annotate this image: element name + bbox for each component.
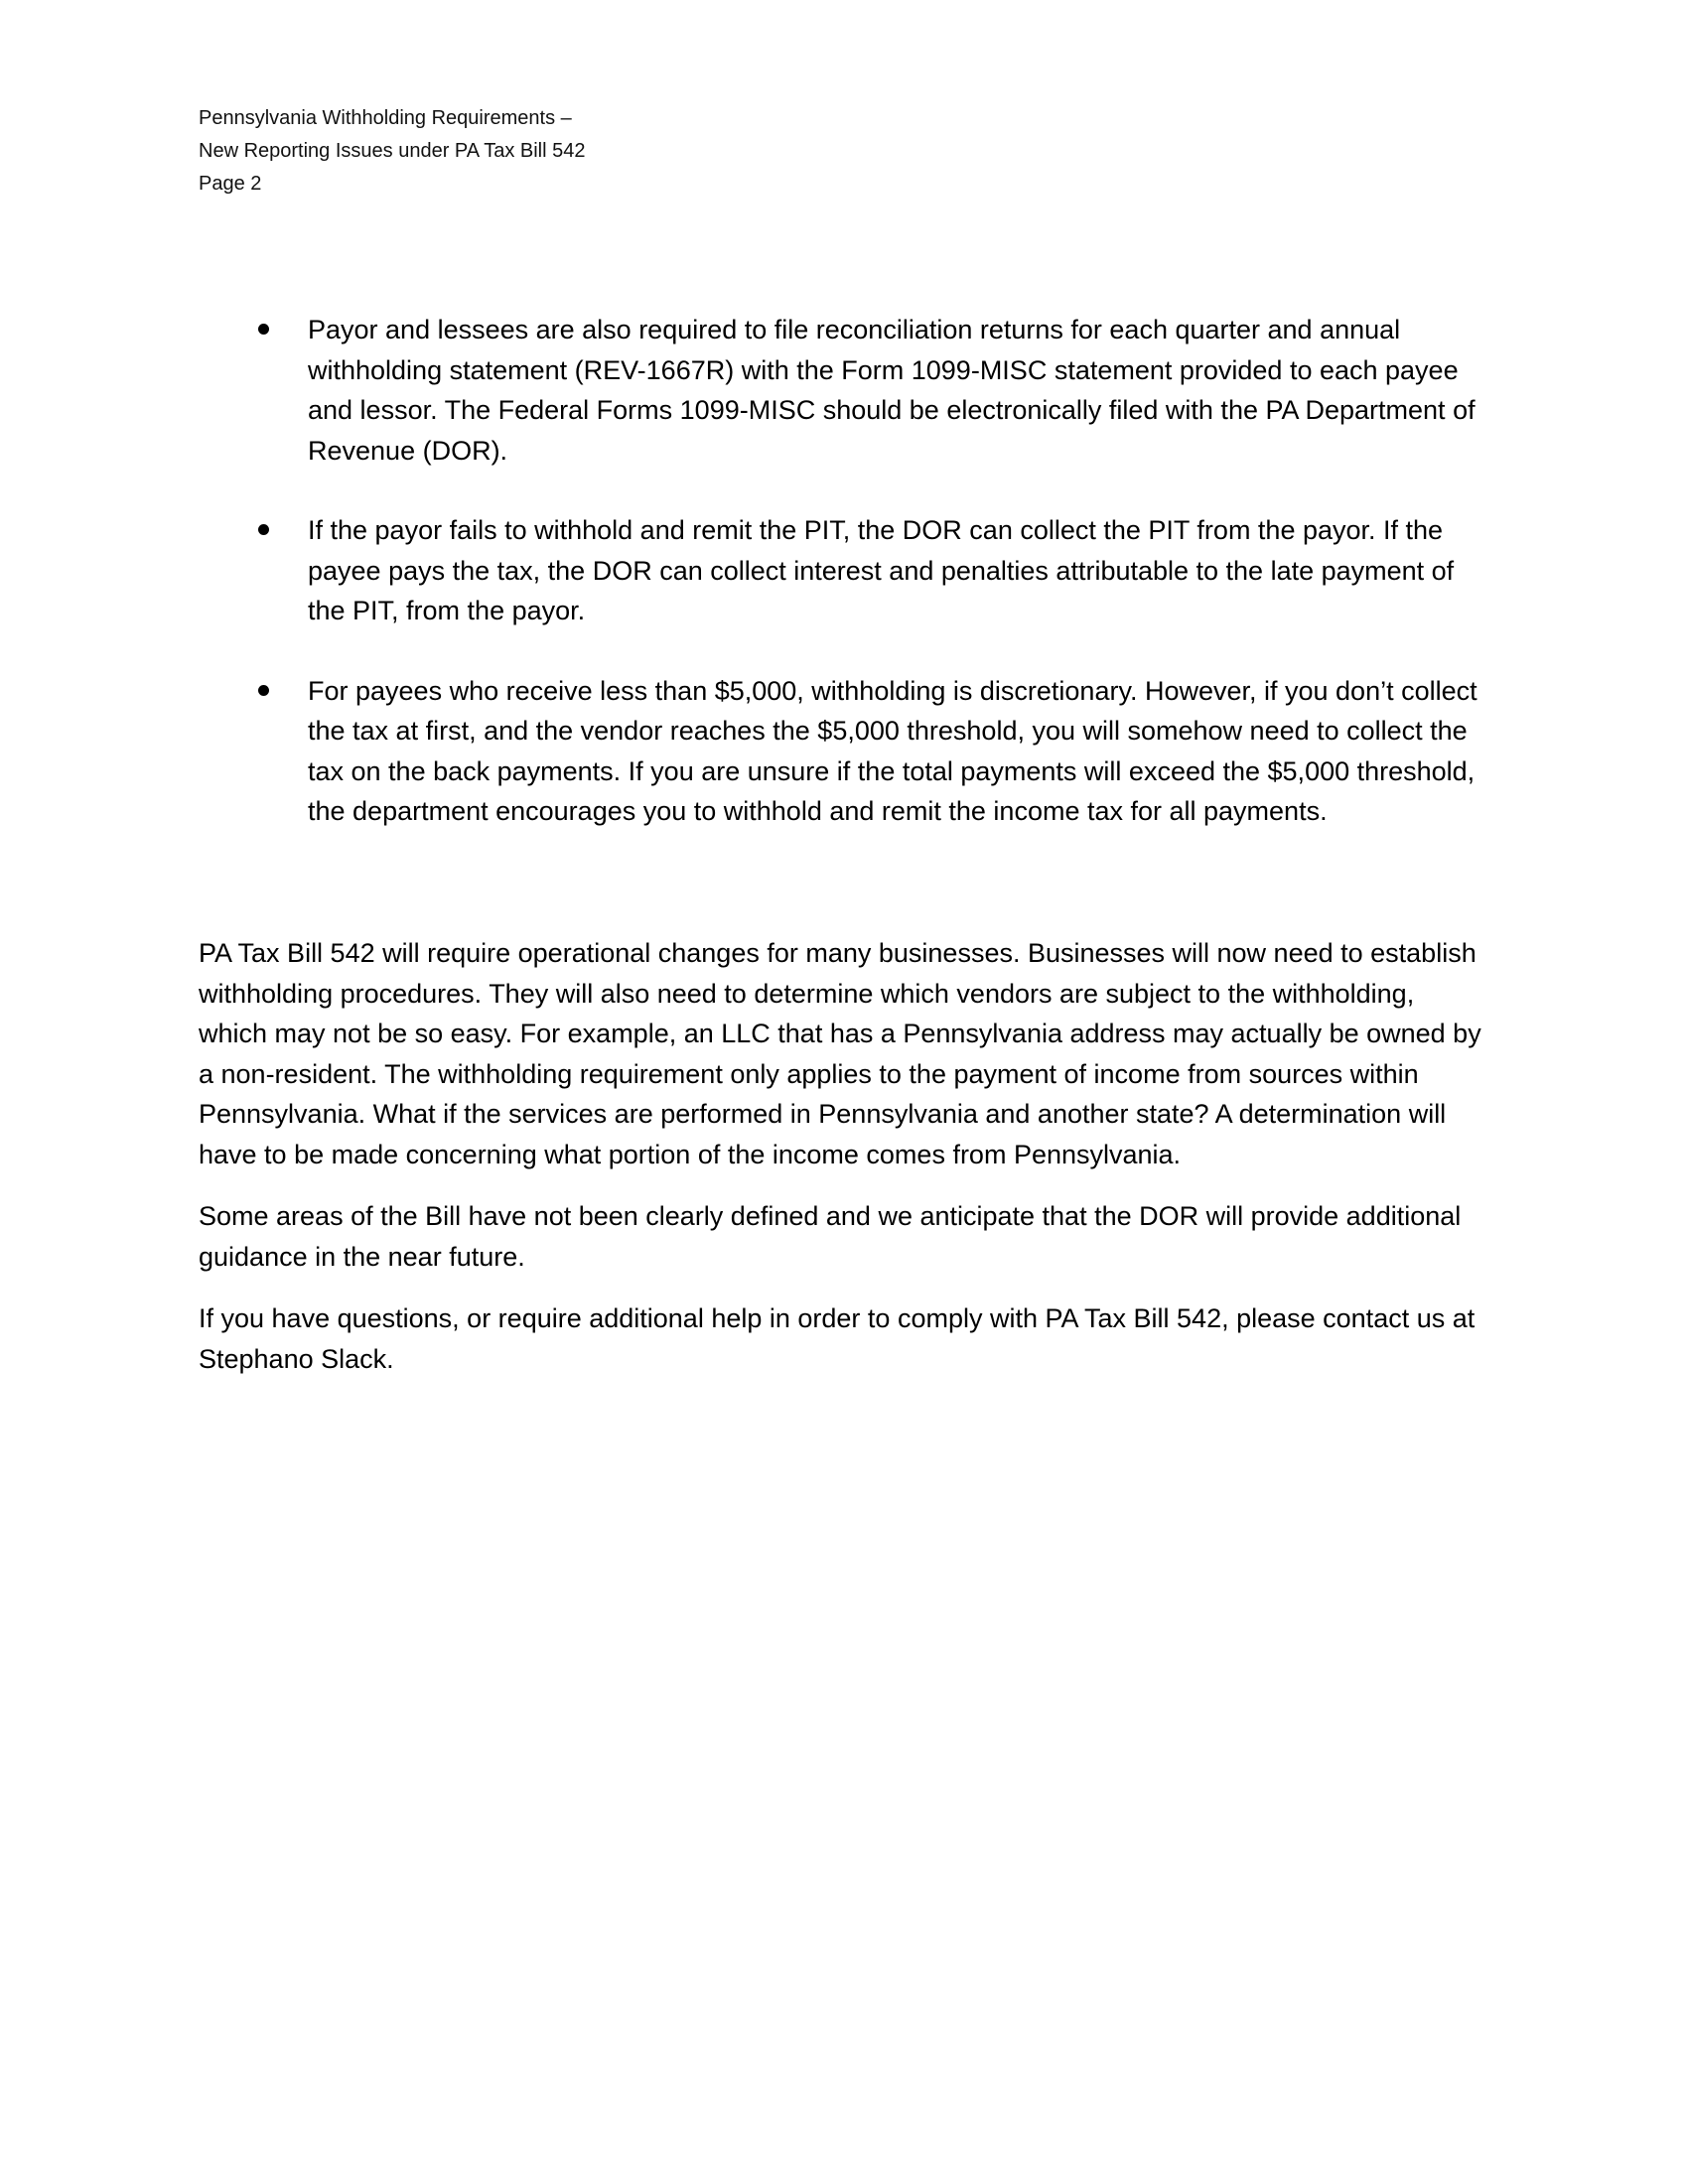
bullet-icon	[258, 324, 269, 335]
paragraph-operational-changes: PA Tax Bill 542 will require operational changes for many businesses. Businesses will now need to establish withholding procedures. They will also need to determine which vendors are subject to the withholding, which may not be so easy. For example, an LLC that has a Pennsylvania address may actually be owned by a non-resident. The withholding requirement only applies to the payment of income from sources within Pennsylvania. What if the services are performed in Pennsylvania and another state? A determination will have to be made concerning what portion of the income comes from Pennsylvania.	[199, 938, 1481, 1169]
header-page-number: Page 2	[199, 173, 262, 195]
bullet-icon	[258, 524, 269, 535]
bullet-text: For payees who receive less than $5,000, withholding is discretionary. However, if you don’t collect the tax at first, and the vendor reaches the $5,000 threshold, you will somehow need to collect the tax on the back payments. If you are unsure if the total payments will exceed the $5,000 threshold, the department encourages you to withhold and remit the income tax for all payments.	[308, 675, 1477, 826]
header-title-line-2: New Reporting Issues under PA Tax Bill 542	[199, 140, 586, 162]
paragraph-guidance: Some areas of the Bill have not been clearly defined and we anticipate that the DOR will provide additional guidance in the near future.	[199, 1201, 1462, 1272]
bullet-item-payor-fails	[199, 510, 1489, 631]
bullet-list	[199, 310, 1489, 872]
bullet-item-reconciliation	[199, 310, 1489, 471]
running-header	[199, 102, 585, 201]
bullet-item-threshold	[199, 671, 1489, 832]
header-title-line-1: Pennsylvania Withholding Requirements –	[199, 107, 572, 129]
bullet-text: If the payor fails to withhold and remit the PIT, the DOR can collect the PIT from the payor. If the payee pays the tax, the DOR can collect interest and penalties attributable to the late payment of the PIT, from the payor.	[308, 515, 1455, 625]
bullet-text: Payor and lessees are also required to file reconciliation returns for each quarter and annual withholding statement (REV-1667R) with the Form 1099-MISC statement provided to each payee and lessor. The Federal Forms 1099-MISC should be electronically filed with the PA Department of Revenue (DOR).	[308, 315, 1476, 466]
bullet-icon	[258, 685, 269, 696]
paragraph-contact: If you have questions, or require additional help in order to comply with PA Tax Bill 542, please contact us at Stephano Slack.	[199, 1303, 1476, 1374]
body-text	[199, 933, 1489, 1401]
